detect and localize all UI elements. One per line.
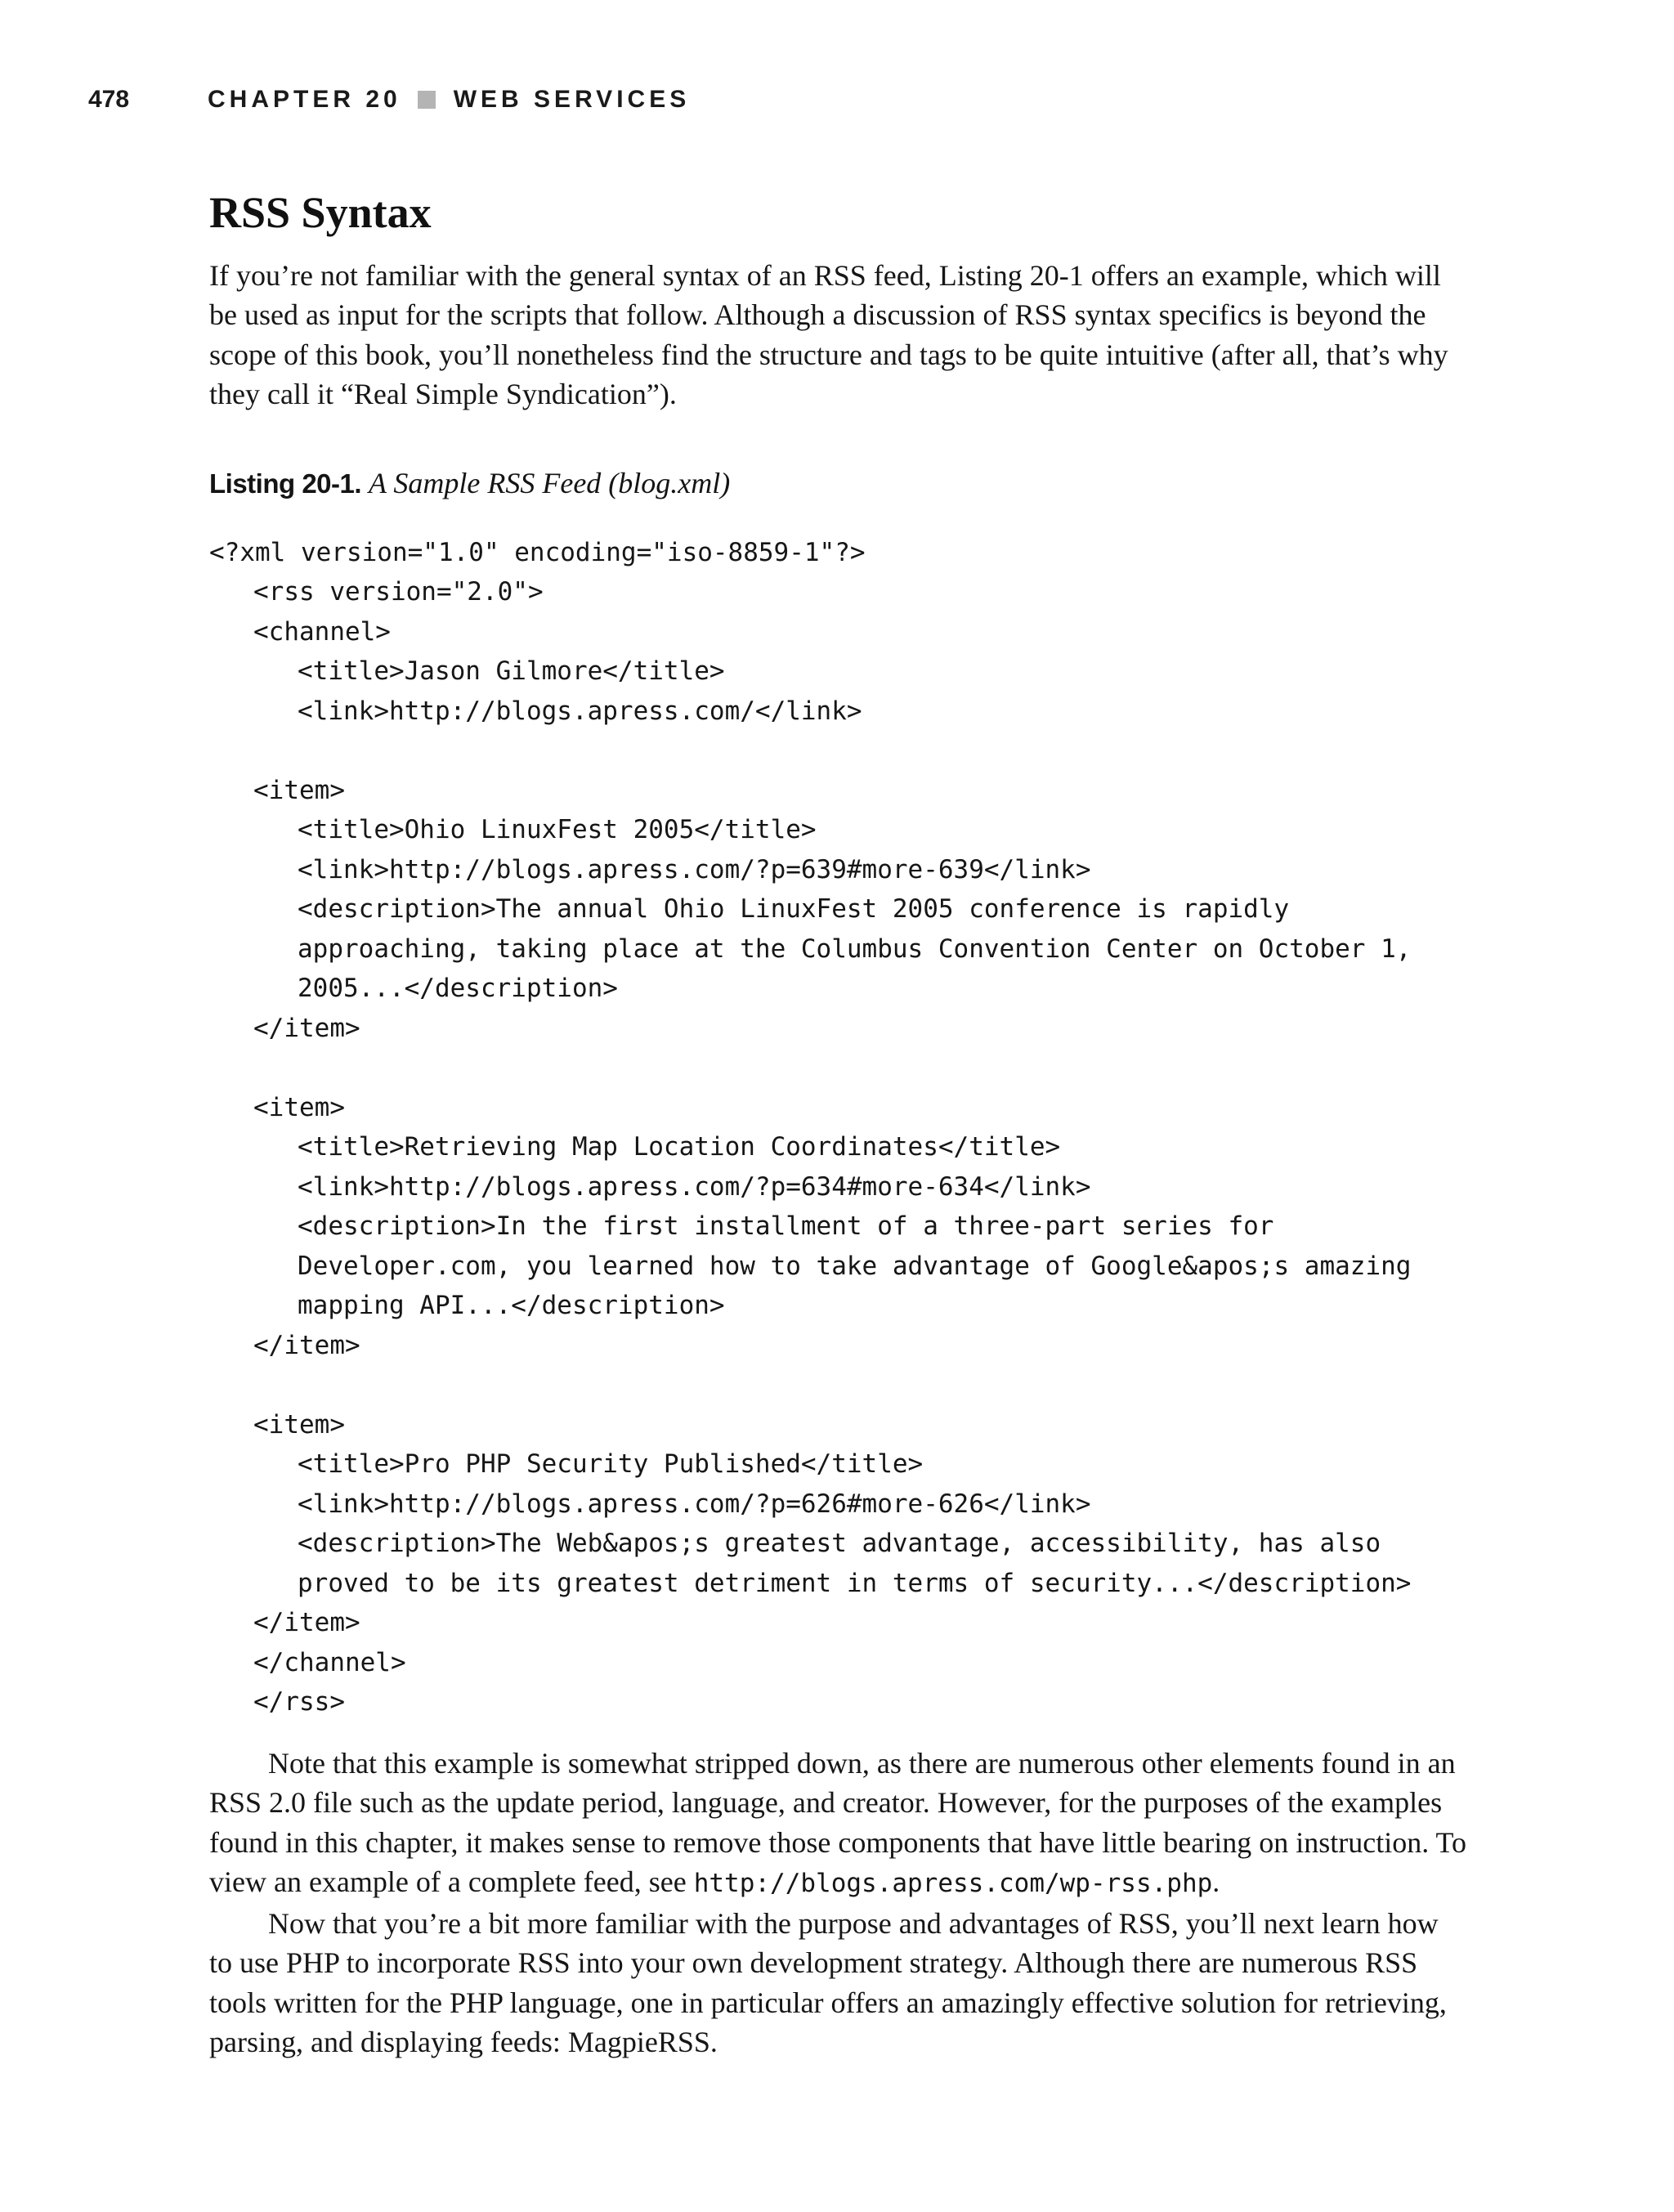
code-line: <title>Ohio LinuxFest 2005</title> bbox=[298, 815, 817, 845]
code-line: <link>http://blogs.apress.com/?p=639#more-639</link> bbox=[298, 854, 1091, 884]
listing-title: A Sample RSS Feed (blog.xml) bbox=[369, 466, 731, 499]
code-line: mapping API...</description> bbox=[298, 1291, 725, 1321]
code-line: <item> bbox=[253, 1409, 345, 1440]
code-line: </item> bbox=[253, 1013, 360, 1043]
code-line: 2005...</description> bbox=[298, 974, 618, 1004]
code-line: <rss version="2.0"> bbox=[253, 577, 544, 607]
feed-url-link[interactable]: http://blogs.apress.com/wp-rss.php bbox=[693, 1869, 1213, 1899]
code-line: <description>The annual Ohio LinuxFest 2005 conference is rapidly bbox=[298, 894, 1290, 925]
code-line-blank bbox=[209, 1048, 1468, 1088]
intro-paragraph: If you’re not familiar with the general syntax of an RSS feed, Listing 20-1 offers an example, which will be used as input for the scripts that follow. Although a discussion of RSS syntax specifics is beyond the scope of this book, you’ll nonetheless find the structure and tags to be quite intuitive (after all, that’s why they call it “Real Simple Syndication”). bbox=[209, 258, 1448, 411]
listing-label: Listing 20-1. bbox=[209, 468, 362, 499]
code-line: <item> bbox=[253, 775, 345, 805]
page-content bbox=[209, 186, 1468, 2062]
code-line: <title>Pro PHP Security Published</title> bbox=[298, 1449, 924, 1480]
code-line: proved to be its greatest detriment in terms of security...</description> bbox=[298, 1568, 1412, 1598]
code-line: </channel> bbox=[253, 1647, 406, 1677]
code-line: </item> bbox=[253, 1608, 360, 1638]
note-paragraph-end: . bbox=[1212, 1865, 1220, 1899]
code-line-blank bbox=[209, 731, 1468, 771]
code-line: </rss> bbox=[253, 1687, 345, 1717]
code-line: <link>http://blogs.apress.com/?p=626#more-626</link> bbox=[298, 1489, 1091, 1519]
chapter-label: CHAPTER 20 bbox=[208, 86, 401, 113]
note-paragraph bbox=[209, 1744, 1468, 1904]
code-line-blank bbox=[209, 1365, 1468, 1405]
separator-square-icon bbox=[418, 91, 436, 109]
code-line: <channel> bbox=[253, 616, 391, 647]
note-paragraph-text: Note that this example is somewhat stripped down, as there are numerous other elements found in an RSS 2.0 file such as the update period, language, and creator. However, for the purposes of the examples found in this chapter, it makes sense to remove those components that have little bearing on instruction. To view an example of a complete feed, see bbox=[209, 1746, 1467, 1899]
code-line: <link>http://blogs.apress.com/?p=634#more-634</link> bbox=[298, 1171, 1091, 1202]
listing-caption bbox=[209, 463, 1468, 504]
code-line: </item> bbox=[253, 1330, 360, 1360]
code-line: approaching, taking place at the Columbus Convention Center on October 1, bbox=[298, 934, 1412, 964]
chapter-title: WEB SERVICES bbox=[453, 86, 691, 113]
page-number: 478 bbox=[88, 86, 130, 113]
code-listing bbox=[209, 533, 1468, 1722]
code-line: <?xml version="1.0" encoding="iso-8859-1"?> bbox=[209, 537, 866, 567]
code-line: <description>The Web&apos;s greatest advantage, accessibility, has also bbox=[298, 1529, 1381, 1559]
code-line: Developer.com, you learned how to take advantage of Google&apos;s amazing bbox=[298, 1251, 1412, 1281]
code-line: <title>Retrieving Map Location Coordinates</title> bbox=[298, 1132, 1061, 1162]
section-heading: RSS Syntax bbox=[209, 188, 432, 237]
code-line: <item> bbox=[253, 1092, 345, 1122]
code-line: <link>http://blogs.apress.com/</link> bbox=[298, 696, 862, 726]
code-line: <title>Jason Gilmore</title> bbox=[298, 656, 725, 687]
code-line: <description>In the first installment of a three-part series for bbox=[298, 1211, 1274, 1242]
closing-paragraph: Now that you’re a bit more familiar with the purpose and advantages of RSS, you’ll next learn how to use PHP to incorporate RSS into your own development strategy. Although there are numerous RSS tools written for the PHP language, one in particular offers an amazingly effective solution for retrieving, parsing, and displaying feeds: MagpieRSS. bbox=[209, 1906, 1447, 2059]
running-head bbox=[88, 83, 690, 116]
